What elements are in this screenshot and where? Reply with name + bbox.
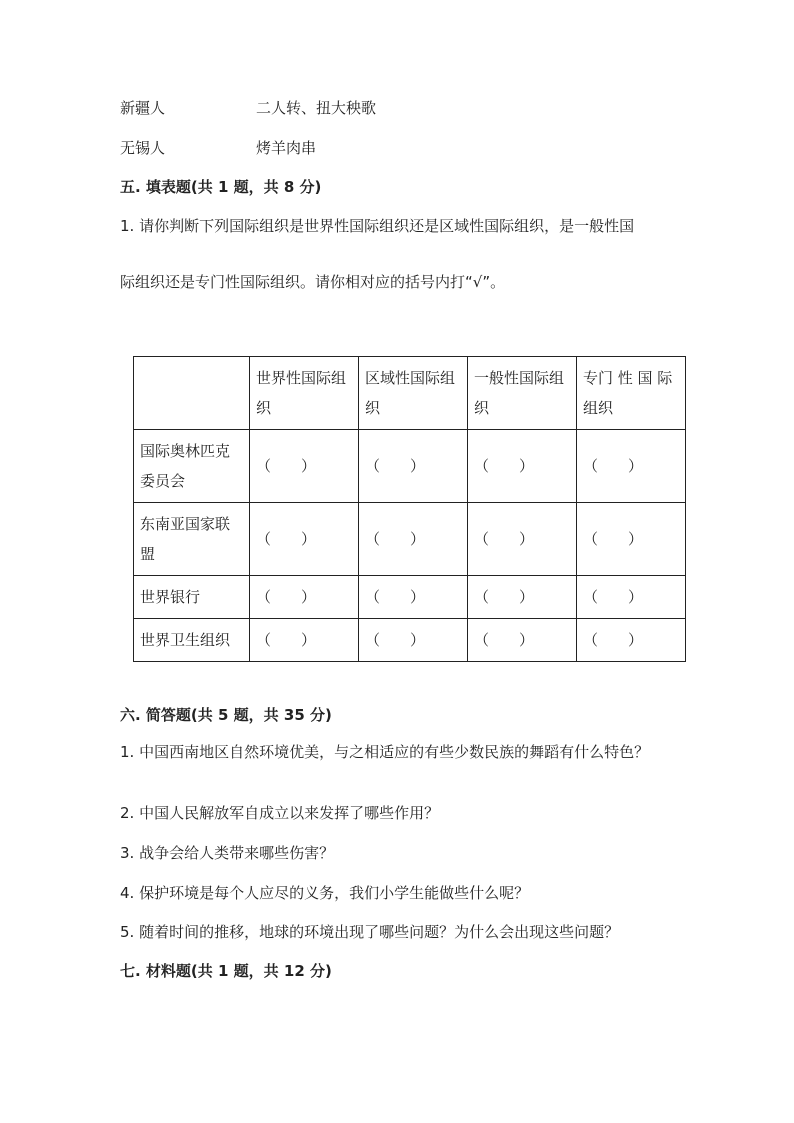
short-answer-question-3: 3. 战争会给人类带来哪些伤害？ [120, 844, 335, 862]
table-row [134, 430, 686, 503]
organization-table [133, 356, 686, 662]
answer-blank[interactable]: （ ） [359, 503, 468, 576]
answer-blank[interactable]: （ ） [468, 503, 577, 576]
match-right-2: 烤羊肉串 [256, 139, 317, 157]
answer-blank[interactable]: （ ） [250, 576, 359, 619]
match-left-1: 新疆人 [120, 99, 166, 117]
table-header-world: 世界性国际组织 [250, 357, 359, 430]
table-header-regional: 区域性国际组织 [359, 357, 468, 430]
row-label: 国际奥林匹克委员会 [134, 430, 250, 503]
answer-blank[interactable]: （ ） [577, 619, 686, 662]
short-answer-question-5: 5. 随着时间的推移，地球的环境出现了哪些问题？为什么会出现这些问题？ [120, 923, 620, 941]
short-answer-question-1: 1. 中国西南地区自然环境优美，与之相适应的有些少数民族的舞蹈有什么特色？ [120, 743, 650, 761]
answer-blank[interactable]: （ ） [468, 576, 577, 619]
section7-heading: 七. 材料题(共 1 题，共 12 分) [120, 962, 332, 980]
row-label: 东南亚国家联盟 [134, 503, 250, 576]
answer-blank[interactable]: （ ） [250, 430, 359, 503]
match-right-1: 二人转、扭大秧歌 [256, 99, 377, 117]
match-left-2: 无锡人 [120, 139, 166, 157]
table-header-row [134, 357, 686, 430]
answer-blank[interactable]: （ ） [468, 430, 577, 503]
row-label: 世界卫生组织 [134, 619, 250, 662]
table-row [134, 619, 686, 662]
short-answer-question-4: 4. 保护环境是每个人应尽的义务，我们小学生能做些什么呢？ [120, 884, 530, 902]
answer-blank[interactable]: （ ） [359, 619, 468, 662]
section5-question-line1: 1. 请你判断下列国际组织是世界性国际组织还是区域性国际组织，是一般性国 [120, 217, 635, 235]
section5-question-line2: 际组织还是专门性国际组织。请你相对应的括号内打“√”。 [120, 273, 506, 291]
answer-blank[interactable]: （ ） [250, 503, 359, 576]
answer-blank[interactable]: （ ） [577, 503, 686, 576]
table-row [134, 576, 686, 619]
table-header-empty [134, 357, 250, 430]
answer-blank[interactable]: （ ） [359, 576, 468, 619]
answer-blank[interactable]: （ ） [577, 430, 686, 503]
table-header-special: 专门 性 国 际组织 [577, 357, 686, 430]
answer-blank[interactable]: （ ） [577, 576, 686, 619]
table-header-general: 一般性国际组织 [468, 357, 577, 430]
section6-heading: 六. 简答题(共 5 题，共 35 分) [120, 706, 332, 724]
table-row [134, 503, 686, 576]
answer-blank[interactable]: （ ） [250, 619, 359, 662]
row-label: 世界银行 [134, 576, 250, 619]
answer-blank[interactable]: （ ） [359, 430, 468, 503]
answer-blank[interactable]: （ ） [468, 619, 577, 662]
short-answer-question-2: 2. 中国人民解放军自成立以来发挥了哪些作用？ [120, 804, 440, 822]
section5-heading: 五. 填表题(共 1 题，共 8 分) [120, 178, 322, 196]
